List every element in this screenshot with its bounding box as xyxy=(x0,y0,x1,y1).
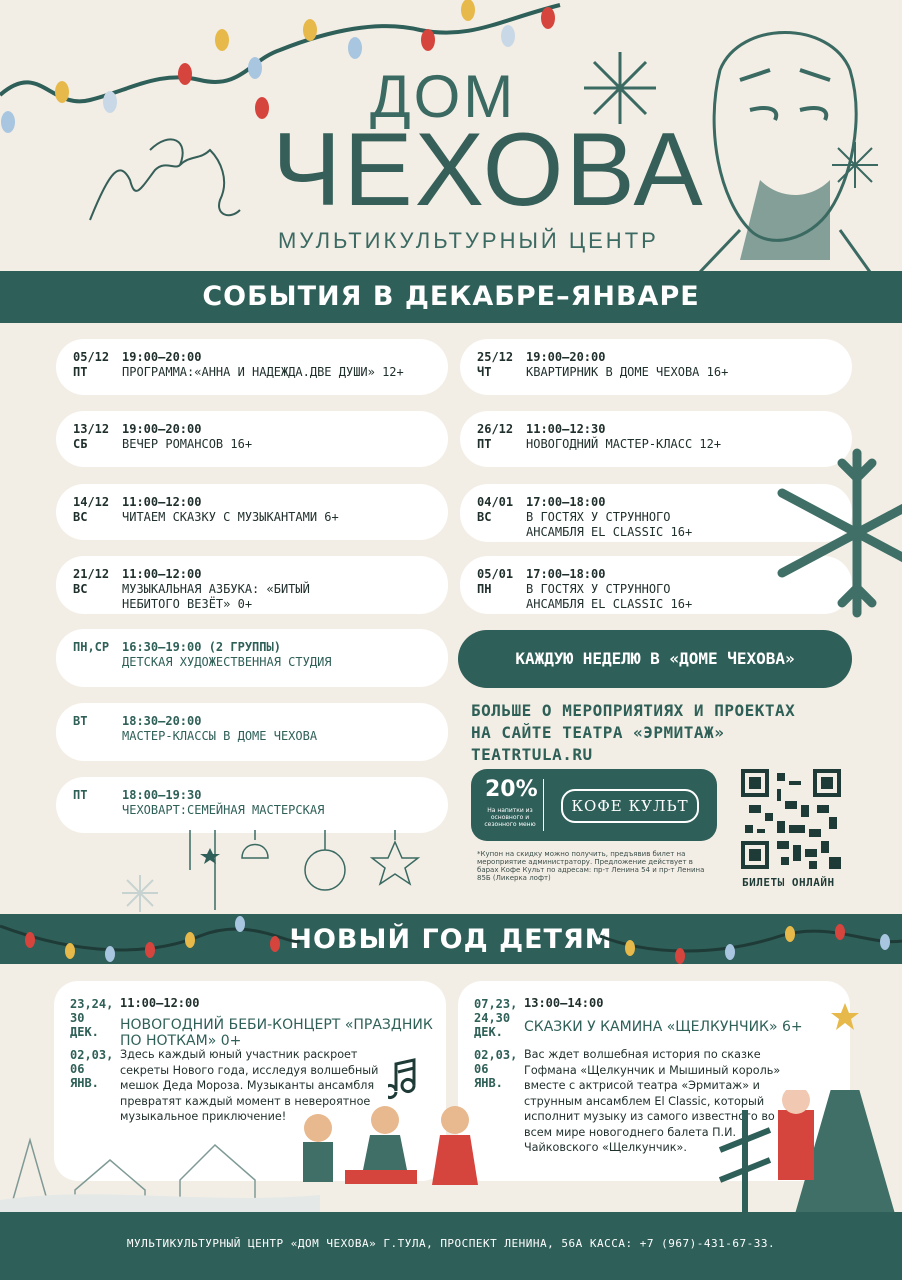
event-desc: В ГОСТЯХ У СТРУННОГО АНСАМБЛЯ EL CLASSIC 16+ xyxy=(526,582,693,611)
weekly-days: ПН,СР xyxy=(73,640,110,654)
weekly-desc: ЧЕХОВАРТ:СЕМЕЙНАЯ МАСТЕРСКАЯ xyxy=(122,803,325,817)
event-title: СКАЗКИ У КАМИНА «ЩЕЛКУНЧИК» 6+ xyxy=(524,1019,803,1035)
event-desc: ВЕЧЕР РОМАНСОВ 16+ xyxy=(122,437,253,451)
coupon-fineprint: *Купон на скидку можно получить, предъявив билет на мероприятие администратору. Предложение действует в барах Кофе Культ по адресам: пр-т Ленина 54 и пр-т Ленина 85Б (Ликерка лофт) xyxy=(477,850,705,882)
more-info-line-1: БОЛЬШЕ О МЕРОПРИЯТИЯХ И ПРОЕКТАХ xyxy=(471,701,796,720)
event-desc: ПРОГРАММА:«АННА И НАДЕЖДА.ДВЕ ДУШИ» 12+ xyxy=(122,365,404,379)
music-note-icon xyxy=(388,1058,418,1100)
event-date: 26/12 xyxy=(477,422,514,436)
event-desc: НОВОГОДНИЙ МАСТЕР-КЛАСС 12+ xyxy=(526,437,722,451)
snowflake-icon xyxy=(772,448,902,618)
event-time: 11:00–12:00 xyxy=(122,495,202,509)
event-pill[interactable] xyxy=(56,556,448,614)
weekly-time: 16:30–19:00 (2 ГРУППЫ) xyxy=(122,640,281,654)
subtitle: МУЛЬТИКУЛЬТУРНЫЙ ЦЕНТР xyxy=(278,228,659,253)
site-link[interactable]: TEATRTULA.RU xyxy=(471,745,593,764)
event-day: ВС xyxy=(73,582,88,596)
star-icon xyxy=(830,1002,860,1032)
event-time: 17:00–18:00 xyxy=(526,567,606,581)
event-desc: МУЗЫКАЛЬНАЯ АЗБУКА: «БИТЫЙ НЕБИТОГО ВЕЗЁТ» 0+ xyxy=(122,582,310,611)
more-info-line-2: НА САЙТЕ ТЕАТРА «ЭРМИТАЖ» xyxy=(471,723,725,742)
weekly-pill[interactable] xyxy=(56,703,448,761)
event-date: 04/01 xyxy=(477,495,514,509)
weekly-desc: ДЕТСКАЯ ХУДОЖЕСТВЕННАЯ СТУДИЯ xyxy=(122,655,332,669)
event-dates: 02,03, 06 ЯНВ. xyxy=(70,1048,114,1090)
children-illustration xyxy=(303,1090,478,1185)
event-description: Здесь каждый юный участник раскроет секреты Нового года, исследуя волшебный мешок Деда Мороза. Музыканты ансамбля превратят каждый момент в невероятное музыкальное приключение! xyxy=(120,1048,379,1123)
event-day: ПН xyxy=(477,582,492,596)
winter-illustration xyxy=(0,1090,902,1214)
event-time: 11:00–12:30 xyxy=(526,422,606,436)
title-line-1: ДОМ xyxy=(370,63,517,130)
tickets-online-label: БИЛЕТЫ ОНЛАЙН xyxy=(742,876,835,889)
coupon-note: На напитки из основного и сезонного меню xyxy=(484,807,536,828)
event-pill[interactable] xyxy=(56,411,448,467)
event-desc: КВАРТИРНИК В ДОМЕ ЧЕХОВА 16+ xyxy=(526,365,729,379)
section-banner-new-year: НОВЫЙ ГОД ДЕТЯМ xyxy=(0,914,902,964)
event-dates: 07,23, 24,30 ДЕК. xyxy=(474,997,518,1039)
event-pill[interactable] xyxy=(56,339,448,395)
weekly-time: 18:30–20:00 xyxy=(122,714,202,728)
event-time: 13:00–14:00 xyxy=(524,996,604,1010)
more-info-block xyxy=(471,700,795,766)
event-day: СБ xyxy=(73,437,88,451)
event-day: ПТ xyxy=(73,365,88,379)
event-time: 11:00–12:00 xyxy=(122,567,202,581)
signature-graphic xyxy=(80,120,250,240)
coffee-brand-logo: КОФЕ КУЛЬТ xyxy=(561,789,699,823)
divider xyxy=(543,779,544,831)
event-date: 13/12 xyxy=(73,422,110,436)
event-dates: 23,24, 30 ДЕК. xyxy=(70,997,114,1039)
weekly-label-button: КАЖДУЮ НЕДЕЛЮ В «ДОМЕ ЧЕХОВА» xyxy=(458,630,852,688)
weekly-days: ВТ xyxy=(73,714,88,728)
snowflake-icon xyxy=(830,140,880,190)
event-desc: В ГОСТЯХ У СТРУННОГО АНСАМБЛЯ EL CLASSIC 16+ xyxy=(526,510,693,539)
coupon-percent: 20% xyxy=(485,777,538,802)
garland-decoration xyxy=(0,906,902,976)
event-pill[interactable] xyxy=(460,339,852,395)
event-day: ВС xyxy=(73,510,88,524)
qr-code-icon[interactable] xyxy=(741,769,841,869)
event-time: 19:00–20:00 xyxy=(526,350,606,364)
weekly-pill[interactable] xyxy=(56,629,448,687)
event-day: ВС xyxy=(477,510,492,524)
event-pill[interactable] xyxy=(56,484,448,540)
event-time: 17:00–18:00 xyxy=(526,495,606,509)
event-time: 19:00–20:00 xyxy=(122,422,202,436)
event-date: 14/12 xyxy=(73,495,110,509)
weekly-days: ПТ xyxy=(73,788,88,802)
event-time: 11:00–12:00 xyxy=(120,996,200,1010)
event-date: 21/12 xyxy=(73,567,110,581)
ornaments-decoration xyxy=(70,830,450,914)
event-dates: 02,03, 06 ЯНВ. xyxy=(474,1048,518,1090)
event-desc: ЧИТАЕМ СКАЗКУ С МУЗЫКАНТАМИ 6+ xyxy=(122,510,339,524)
tree-silhouettes xyxy=(720,1110,770,1214)
weekly-desc: МАСТЕР-КЛАССЫ В ДОМЕ ЧЕХОВА xyxy=(122,729,318,743)
event-date: 25/12 xyxy=(477,350,514,364)
event-time: 19:00–20:00 xyxy=(122,350,202,364)
section-banner-events: СОБЫТИЯ В ДЕКАБРЕ–ЯНВАРЕ xyxy=(0,271,902,323)
coupon-card xyxy=(471,769,717,841)
event-description: Вас ждет волшебная история по сказке Гофмана «Щелкунчик и Мышиный король» вместе с актрисой театра «Эрмитаж» и струнным ансамблем El Classic, который исполнит музыку из самого известного во всем мире новогоднего балета П.И. Чайковского «Щелкунчик». xyxy=(524,1048,781,1154)
event-date: 05/12 xyxy=(73,350,110,364)
weekly-time: 18:00–19:30 xyxy=(122,788,202,802)
footer-address: МУЛЬТИКУЛЬТУРНЫЙ ЦЕНТР «ДОМ ЧЕХОВА» Г.ТУЛА, ПРОСПЕКТ ЛЕНИНА, 56А КАССА: +7 (967)-431-67-33. xyxy=(0,1212,902,1280)
weekly-pill[interactable] xyxy=(56,777,448,833)
event-day: ЧТ xyxy=(477,365,492,379)
event-date: 05/01 xyxy=(477,567,514,581)
event-day: ПТ xyxy=(477,437,492,451)
event-title: НОВОГОДНИЙ БЕБИ-КОНЦЕРТ «ПРАЗДНИК ПО НОТКАМ» 0+ xyxy=(120,1017,433,1049)
title-line-2: ЧЕХОВА xyxy=(272,112,705,228)
